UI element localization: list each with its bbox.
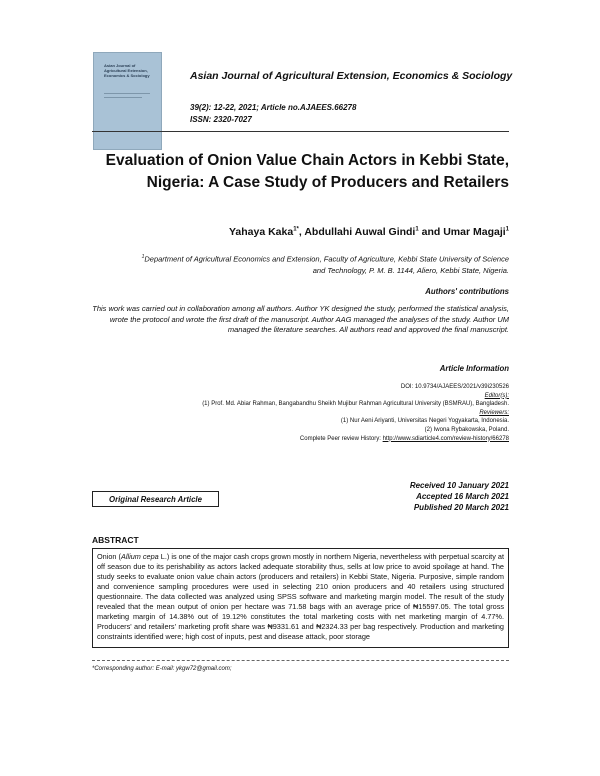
article-info-block [92,383,509,443]
review-history [92,435,509,444]
article-type-badge: Original Research Article [92,491,219,507]
cover-title: Asian Journal of Agricultural Extension, Economics & Sociology [104,63,150,78]
affiliation-superscript: 1 [141,254,145,260]
author-affiliation [130,252,509,276]
reviewer-entry: (1) Nur Aeni Ariyanti, Universitas Negeri Yogyakarta, Indonesia. [340,418,509,425]
accepted-date: Accepted 16 March 2021 [416,492,509,501]
corresponding-author-footnote: *Corresponding author: E-mail: ykgw72@gmail.com; [92,666,232,672]
author-name: Abdullahi Auwal Gindi [304,226,416,238]
cover-rule [104,93,150,94]
journal-name: Asian Journal of Agricultural Extension, Economics & Sociology [190,70,513,82]
author-superscript: 1 [415,226,419,233]
editor-entry: (1) Prof. Md. Abiar Rahman, Bangabandhu Sheikh Mujibur Rahman Agricultural University (BSMRAU), Bangladesh. [202,401,509,408]
species-name: Allium cepa [120,552,159,561]
abstract-heading: ABSTRACT [92,535,139,545]
journal-volume: 39(2): 12-22, 2021; Article no.AJAEES.66278 [190,103,357,112]
paper-title: Evaluation of Onion Value Chain Actors in Kebbi State, Nigeria: A Case Study of Producers and Retailers [105,152,509,191]
article-info-heading: Article Information [439,364,509,373]
author-superscript: 1 [505,226,509,233]
cover-rule [104,97,142,98]
published-date: Published 20 March 2021 [413,503,509,512]
contributions-heading: Authors' contributions [425,287,509,296]
journal-cover-thumbnail [93,52,162,150]
reviewer-entry: (2) Iwona Rybakowska, Poland. [424,426,509,433]
author-superscript: 1* [293,226,299,233]
doi-text: DOI: 10.9734/AJAEES/2021/v39i230526 [400,384,509,390]
review-history-label: Complete Peer review History: [299,435,383,442]
review-history-link[interactable]: http://www.sdiarticle4.com/review-history/66278 [382,435,509,442]
abstract-text: L.) is one of the major cash crops grown mostly in northern Nigeria, nevertheless with perpetual scarcity at off season due to its perishability as actors lacked adequate storability thus, sells at low price to avoid spoilage at hand. The study seeks to evaluate onion value chain actors (producers and retailers) in Kebbi State, Nigeria. Purposive, simple random and convenience sampling procedures were used in selecting 210 onion producers and 40 retailers using structured questionnaire. The data collected was analyzed using SPSS software and marketing margin model. The result of the study revealed that the mean output of onion per hectare was 71.58 bags with an average price of ₦15597.05. The total gross marketing margin of 14.38% out of 19.12% constitutes the total marketing costs with net marketing margin of 4.77%. Producers' and retailers' marketing profit share was ₦9331.61 and ₦2324.33 per bag respectively. Production and marketing constraints identified were; high cost of inputs, pest and disease attack, poor storage [97,552,504,641]
author-name: Yahaya Kaka [228,226,294,238]
abstract-text: Onion ( [97,552,121,561]
header-divider [92,131,509,132]
footnote-divider [92,660,509,661]
publication-dates [300,480,509,513]
received-date: Received 10 January 2021 [409,481,509,490]
editors-label: Editor(s): [484,392,509,399]
author-list [100,226,509,238]
journal-issn: ISSN: 2320-7027 [190,115,252,124]
reviewers-label: Reviewers: [479,409,509,416]
contributions-text: This work was carried out in collaboration among all authors. Author YK designed the study, performed the statistical analysis, wrote the protocol and wrote the first draft of the manuscript. Author AAG managed the analyses of the study. Author UM managed the literature searches. All authors read and approved the final manuscript. [92,304,509,334]
affiliation-text: Department of Agricultural Economics and Extension, Faculty of Agriculture, Kebbi State University of Science and Technology, P. M. B. 1144, Aliero, Kebbi State, Nigeria. [144,254,509,275]
author-separator: and [418,226,444,238]
abstract-box [92,548,509,648]
author-name: Umar Magaji [443,226,506,238]
author-separator: , [298,226,305,238]
